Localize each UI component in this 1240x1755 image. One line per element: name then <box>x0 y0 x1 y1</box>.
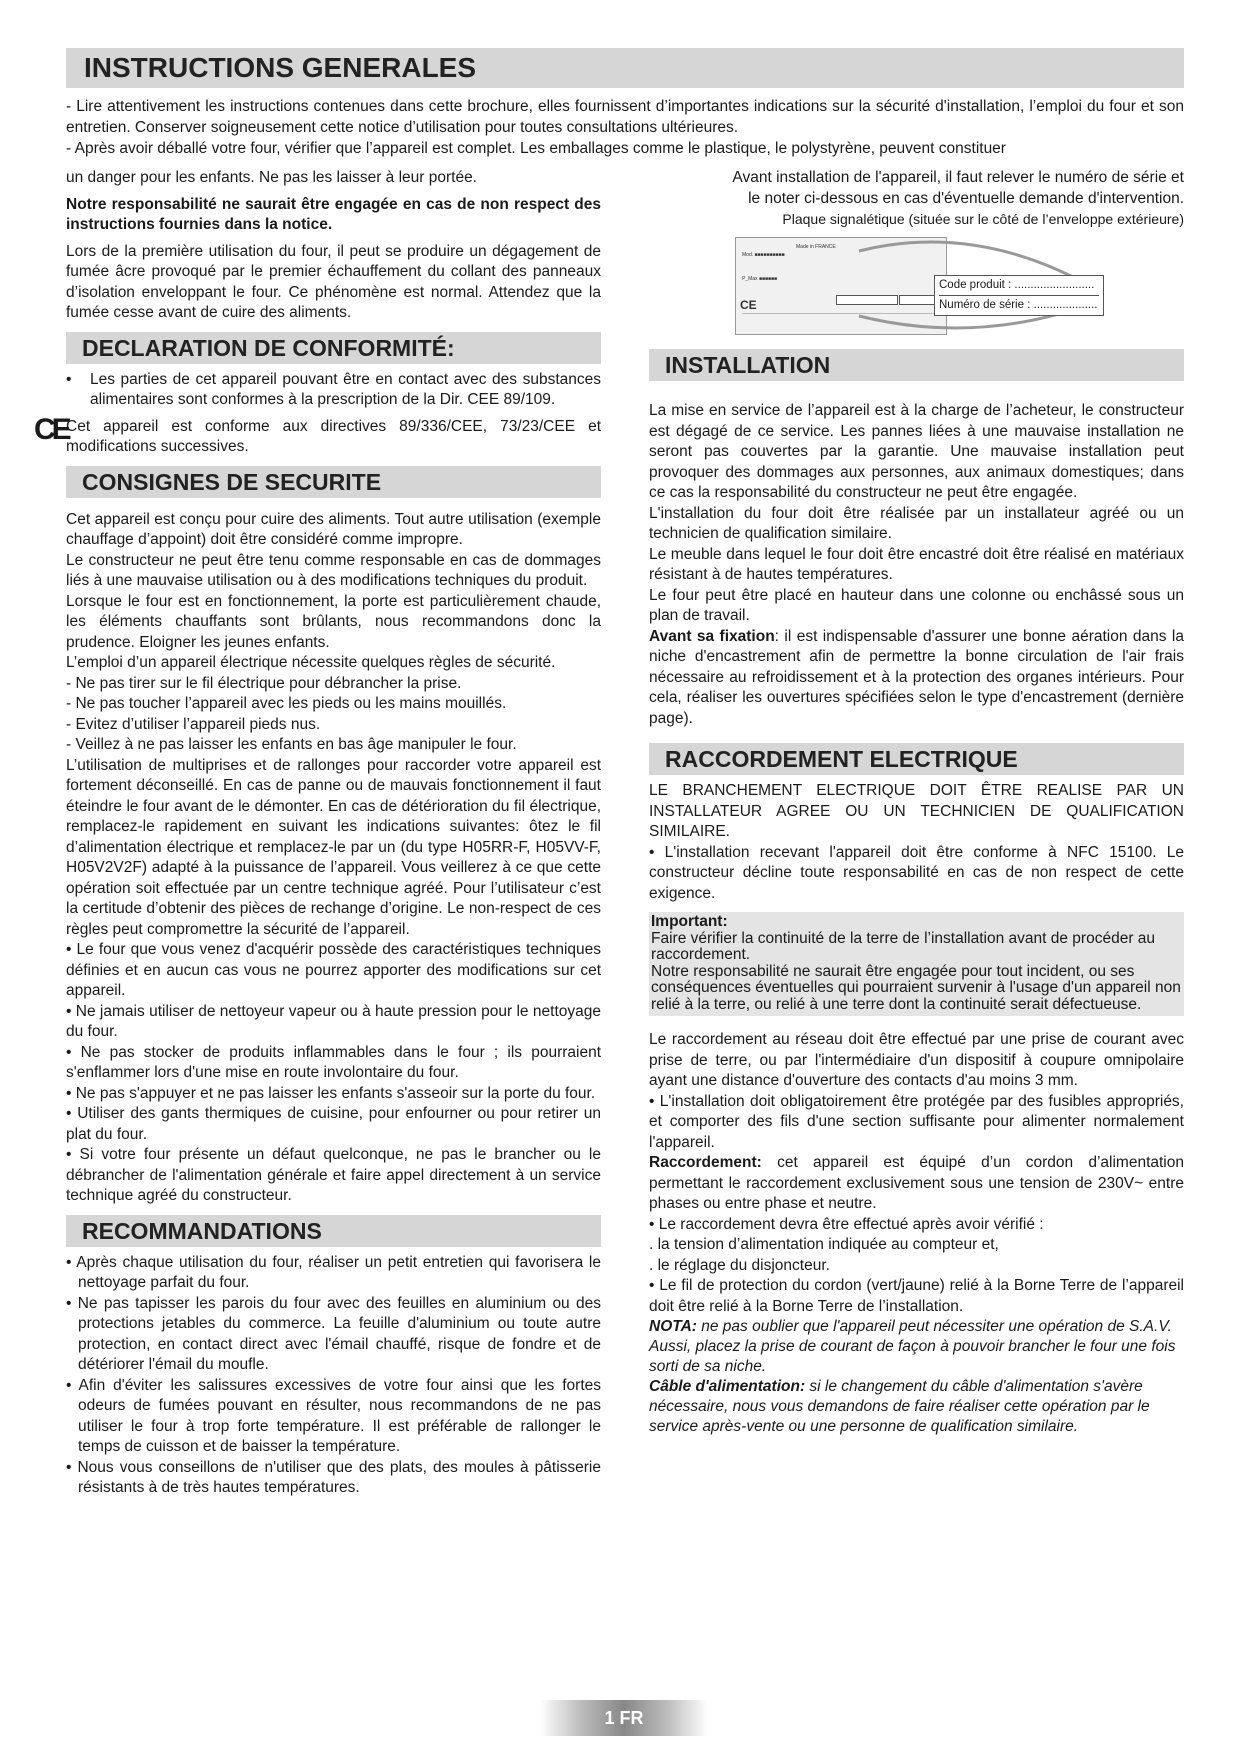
bold-label: Câble d'alimentation: <box>649 1378 806 1395</box>
paragraph: • Le fil de protection du cordon (vert/jaune) relié à la Borne Terre de l’appareil doit être relié à la Borne Terre de l’installation. <box>649 1277 1184 1315</box>
paragraph: Le meuble dans lequel le four doit être encastré doit être réalisé en matériaux résistant à de hautes températures. <box>649 545 1184 583</box>
list-item: • Ne pas stocker de produits inflammables dans le four ; ils pourraient s'enflammer lors d'une mise en route involontaire du four. <box>66 1043 601 1081</box>
paragraph: Le constructeur ne peut être tenu comme responsable en cas de dommages liés à une mauvaise utilisation ou à des modifications techniques du produit. <box>66 551 601 589</box>
bullet-icon: • <box>66 370 72 388</box>
serial-callout <box>934 275 1104 316</box>
paragraph: • Le raccordement devra être effectué après avoir vérifié : <box>649 1215 1044 1233</box>
nota-text <box>649 1317 1184 1377</box>
list-item: • Si votre four présente un défaut quelconque, ne pas le brancher ou le débrancher de l'alimentation générale et faire appel directement à un service technique agréé du constructeur. <box>66 1146 601 1204</box>
bold-label: Raccordement: <box>649 1154 762 1171</box>
list-item: - Veillez à ne pas laisser les enfants en bas âge manipuler le four. <box>66 736 517 753</box>
important-text: Notre responsabilité ne saurait être engagée pour tout incident, ou ses conséquences éventuelles qui pourraient survenir à l'usage d'un appareil non relié à la terre, ou relié à une terre dont la continuité serait défectueuse. <box>651 962 1181 1013</box>
cable-text <box>649 1377 1184 1437</box>
page-number: 1 FR <box>540 1700 708 1736</box>
section-title-raccordement: RACCORDEMENT ELECTRIQUE <box>649 743 1184 775</box>
left-column <box>34 168 601 1499</box>
paragraph <box>649 1153 1184 1215</box>
paragraph <box>649 627 1184 730</box>
rating-plate-figure <box>649 231 1184 341</box>
list-item <box>66 370 601 411</box>
list-item: - Evitez d’utiliser l’appareil pieds nus. <box>66 715 321 733</box>
paragraph: • L'installation doit obligatoirement être protégée par des fusibles appropriés, et comporter des fils d'une section suffisante pour alimenter normalement l'appareil. <box>649 1092 1184 1151</box>
rating-plate-image: Made in FRANCE Mod. ■■■■■■■■■■ P_Max ■■■■■■ CE <box>735 237 947 335</box>
cable-content: si le changement du câble d'alimentation s'avère nécessaire, nous vous demandons de faire réaliser cette opération par le service après-vente ou une personne de qualification similaire. <box>649 1378 1150 1435</box>
paragraph: La mise en service de l’appareil est à la charge de l’acheteur, le constructeur est dégagé de ce service. Les pannes liées à une mauvaise installation ne seront pas couvertes par la garantie. Une mauvaise installation peut provoquer des dommages aux personnes, aux animaux domestiques; dans ce cas la responsabilité du constructeur ne peut être engagée. <box>649 402 1184 501</box>
paragraph: Le four peut être placé en hauteur dans une colonne ou enchâssé sous un plan de travail. <box>649 586 1184 624</box>
serial-text: le noter ci-dessous en cas d'éventuelle demande d'intervention. <box>748 189 1184 207</box>
page-title: INSTRUCTIONS GENERALES <box>66 48 1184 88</box>
plaque-caption: Plaque signalétique (située sur le côté de l’enveloppe extérieure) <box>782 211 1184 227</box>
list-item: • Nous vous conseillons de n'utiliser que des plats, des moules à pâtisserie résistants à de très hautes températures. <box>66 1458 601 1496</box>
responsibility-note: Notre responsabilité ne saurait être engagée en cas de non respect des instructions fournies dans la notice. <box>66 195 601 233</box>
bold-label: NOTA: <box>649 1318 697 1335</box>
bold-label: Avant sa fixation <box>649 627 775 645</box>
important-box <box>649 912 1184 1016</box>
list-item: • Ne pas s'appuyer et ne pas laisser les enfants s'asseoir sur la porte du four. <box>66 1084 596 1102</box>
right-column <box>649 168 1184 1437</box>
important-title: Important: <box>651 913 728 930</box>
section-title-declaration: DECLARATION DE CONFORMITÉ: <box>66 332 601 364</box>
ce-mark-icon: CE <box>34 412 68 446</box>
section-title-installation: INSTALLATION <box>649 349 1184 381</box>
paragraph: L'installation du four doit être réalisée par un installateur agréé ou un technicien de qualification similaire. <box>649 504 1184 542</box>
ce-statement <box>34 412 601 458</box>
intro-paragraph: - Après avoir déballé votre four, vérifier que l’appareil est complet. Les emballages comme le plastique, le polystyrène, peuvent constituer <box>66 140 1006 157</box>
serial-instructions <box>649 168 1184 209</box>
paragraph-text: : il est indispensable d'assurer une bonne aération dans la niche d'encastrement afin de permettre la bonne circulation de l'air frais nécessaire au refroidissement et à la protection des organes intérieurs. Pour cela, réaliser les ouvertures spécifiées selon le type d'encastrement (dernière page). <box>649 627 1184 727</box>
intro-paragraph: - Lire attentivement les instructions contenues dans cette brochure, elles fournissent d’importantes indications sur la sécurité d'installation, l’emploi du four et son entretien. Conserver soigneusement cette notice d’utilisation pour toutes consultations ultérieures. <box>66 98 1184 136</box>
declaration-text: Les parties de cet appareil pouvant être en contact avec des substances alimentaires sont conformes à la prescription de la Dir. CEE 89/109. <box>90 370 601 408</box>
nota-content: ne pas oublier que l'appareil peut nécessiter une opération de S.A.V. Aussi, placez la prise de courant de façon à pouvoir brancher le four une fois sorti de sa niche. <box>649 1318 1176 1375</box>
section-title-recommandations: RECOMMANDATIONS <box>66 1215 601 1247</box>
serial-number-field: Numéro de série : .................... <box>939 295 1099 315</box>
list-item: • Ne pas tapisser les parois du four avec des feuilles en aluminium ou des protections jetables du commerce. La feuille d'aluminium ou toute autre protection, en contact direct avec l'émail chauffé, risque de fondre et de détériorer l'émail du moufle. <box>66 1294 601 1373</box>
paragraph: L’utilisation de multiprises et de rallonges pour raccorder votre appareil est fortement déconseillé. En cas de panne ou de mauvais fonctionnement il faut éteindre le four avant de le démonter. En cas de détérioration du fil électrique, remplacez-le rapidement en suivant les indications suivantes: ôtez le fil d’alimentation électrique et remplacez-le par un (du type H05RR-F, H05VV-F, H05V2V2F) adapté à la puissance de l’appareil. Vous veillerez à ce que cette opération soit effectuée par un centre technique agréé. Pour l’utilisateur c’est la certitude d’obtenir des pièces de rechange d’origine. Le non-respect de ces règles peut compromettre la sécurité de l’appareil. <box>66 756 601 938</box>
serial-text: Avant installation de l'appareil, il faut relever le numéro de série et <box>732 169 1184 186</box>
list-item: • Ne jamais utiliser de nettoyeur vapeur ou à haute pression pour le nettoyage du four. <box>66 1002 601 1040</box>
page <box>34 48 1184 1496</box>
list-item: • Afin d'éviter les salissures excessives de votre four ainsi que les fortes odeurs de fumées pouvant en résulter, nous recommandons de ne pas utiliser le four à trop forte température. Il est préférable de rallonger le temps de cuisson et de baisser la température. <box>66 1376 601 1455</box>
paragraph: LE BRANCHEMENT ELECTRIQUE DOIT ÊTRE REALISE PAR UN INSTALLATEUR AGREE OU UN TECHNICIEN DE QUALIFICATION SIMILAIRE. <box>649 782 1184 840</box>
paragraph: L’emploi d’un appareil électrique nécessite quelques règles de sécurité. <box>66 654 556 671</box>
list-item: • Utiliser des gants thermiques de cuisine, pour enfourner ou pour retirer un plat du four. <box>66 1105 601 1143</box>
code-produit-field: Code produit : ......................... <box>939 279 1095 291</box>
smoke-note: Lors de la première utilisation du four, il peut se produire un dégagement de fumée âcre provoqué par le premier échauffement du collant des panneaux d’isolation enveloppant le four. Ce phénomène est normal. Attendez que la fumée cesse avant de cuire des aliments. <box>66 242 601 321</box>
ce-mark-icon: CE <box>740 298 757 312</box>
intro <box>66 96 1184 159</box>
paragraph: Cet appareil est conçu pour cuire des aliments. Tout autre utilisation (exemple chauffage d’appoint) doit être considéré comme impropre. <box>66 510 601 548</box>
list-item: - Ne pas toucher l’appareil avec les pieds ou les mains mouillés. <box>66 695 507 712</box>
intro-continued: un danger pour les enfants. Ne pas les laisser à leur portée. <box>66 169 477 186</box>
paragraph: . le réglage du disjoncteur. <box>649 1256 830 1274</box>
list-item: • Après chaque utilisation du four, réaliser un petit entretien qui favorisera le nettoyage parfait du four. <box>66 1253 601 1291</box>
section-title-securite: CONSIGNES DE SECURITE <box>66 466 601 498</box>
list-item: - Ne pas tirer sur le fil électrique pour débrancher la prise. <box>66 674 462 692</box>
paragraph: . la tension d’alimentation indiquée au compteur et, <box>649 1236 999 1253</box>
paragraph-text: cet appareil est équipé d’un cordon d’alimentation permettant le raccordement exclusivement sous une tension de 230V~ entre phases ou entre phase et neutre. <box>649 1154 1184 1212</box>
nota-block <box>649 1317 1184 1437</box>
paragraph: • L'installation recevant l'appareil doit être conforme à NFC 15100. Le constructeur décline toute responsabilité en cas de non respect de cette exigence. <box>649 843 1184 902</box>
important-text: Faire vérifier la continuité de la terre de l’installation avant de procéder au raccordement. <box>651 929 1156 963</box>
ce-text: Cet appareil est conforme aux directives 89/336/CEE, 73/23/CEE et modifications successives. <box>66 417 601 455</box>
paragraph: Lorsque le four est en fonctionnement, la porte est particulièrement chaude, les éléments chauffants sont brûlants, nous recommandons donc la prudence. Eloigner les jeunes enfants. <box>66 592 601 651</box>
list-item: • Le four que vous venez d'acquérir possède des caractéristiques techniques définies et en aucun cas vous ne pourrez apporter des modifications sur cet appareil. <box>66 941 601 999</box>
paragraph: Le raccordement au réseau doit être effectué par une prise de courant avec prise de terre, ou par l'intermédiaire d'un dispositif à coupure omnipolaire ayant une distance d'ouverture des contacts d'au moins 3 mm. <box>649 1031 1184 1089</box>
